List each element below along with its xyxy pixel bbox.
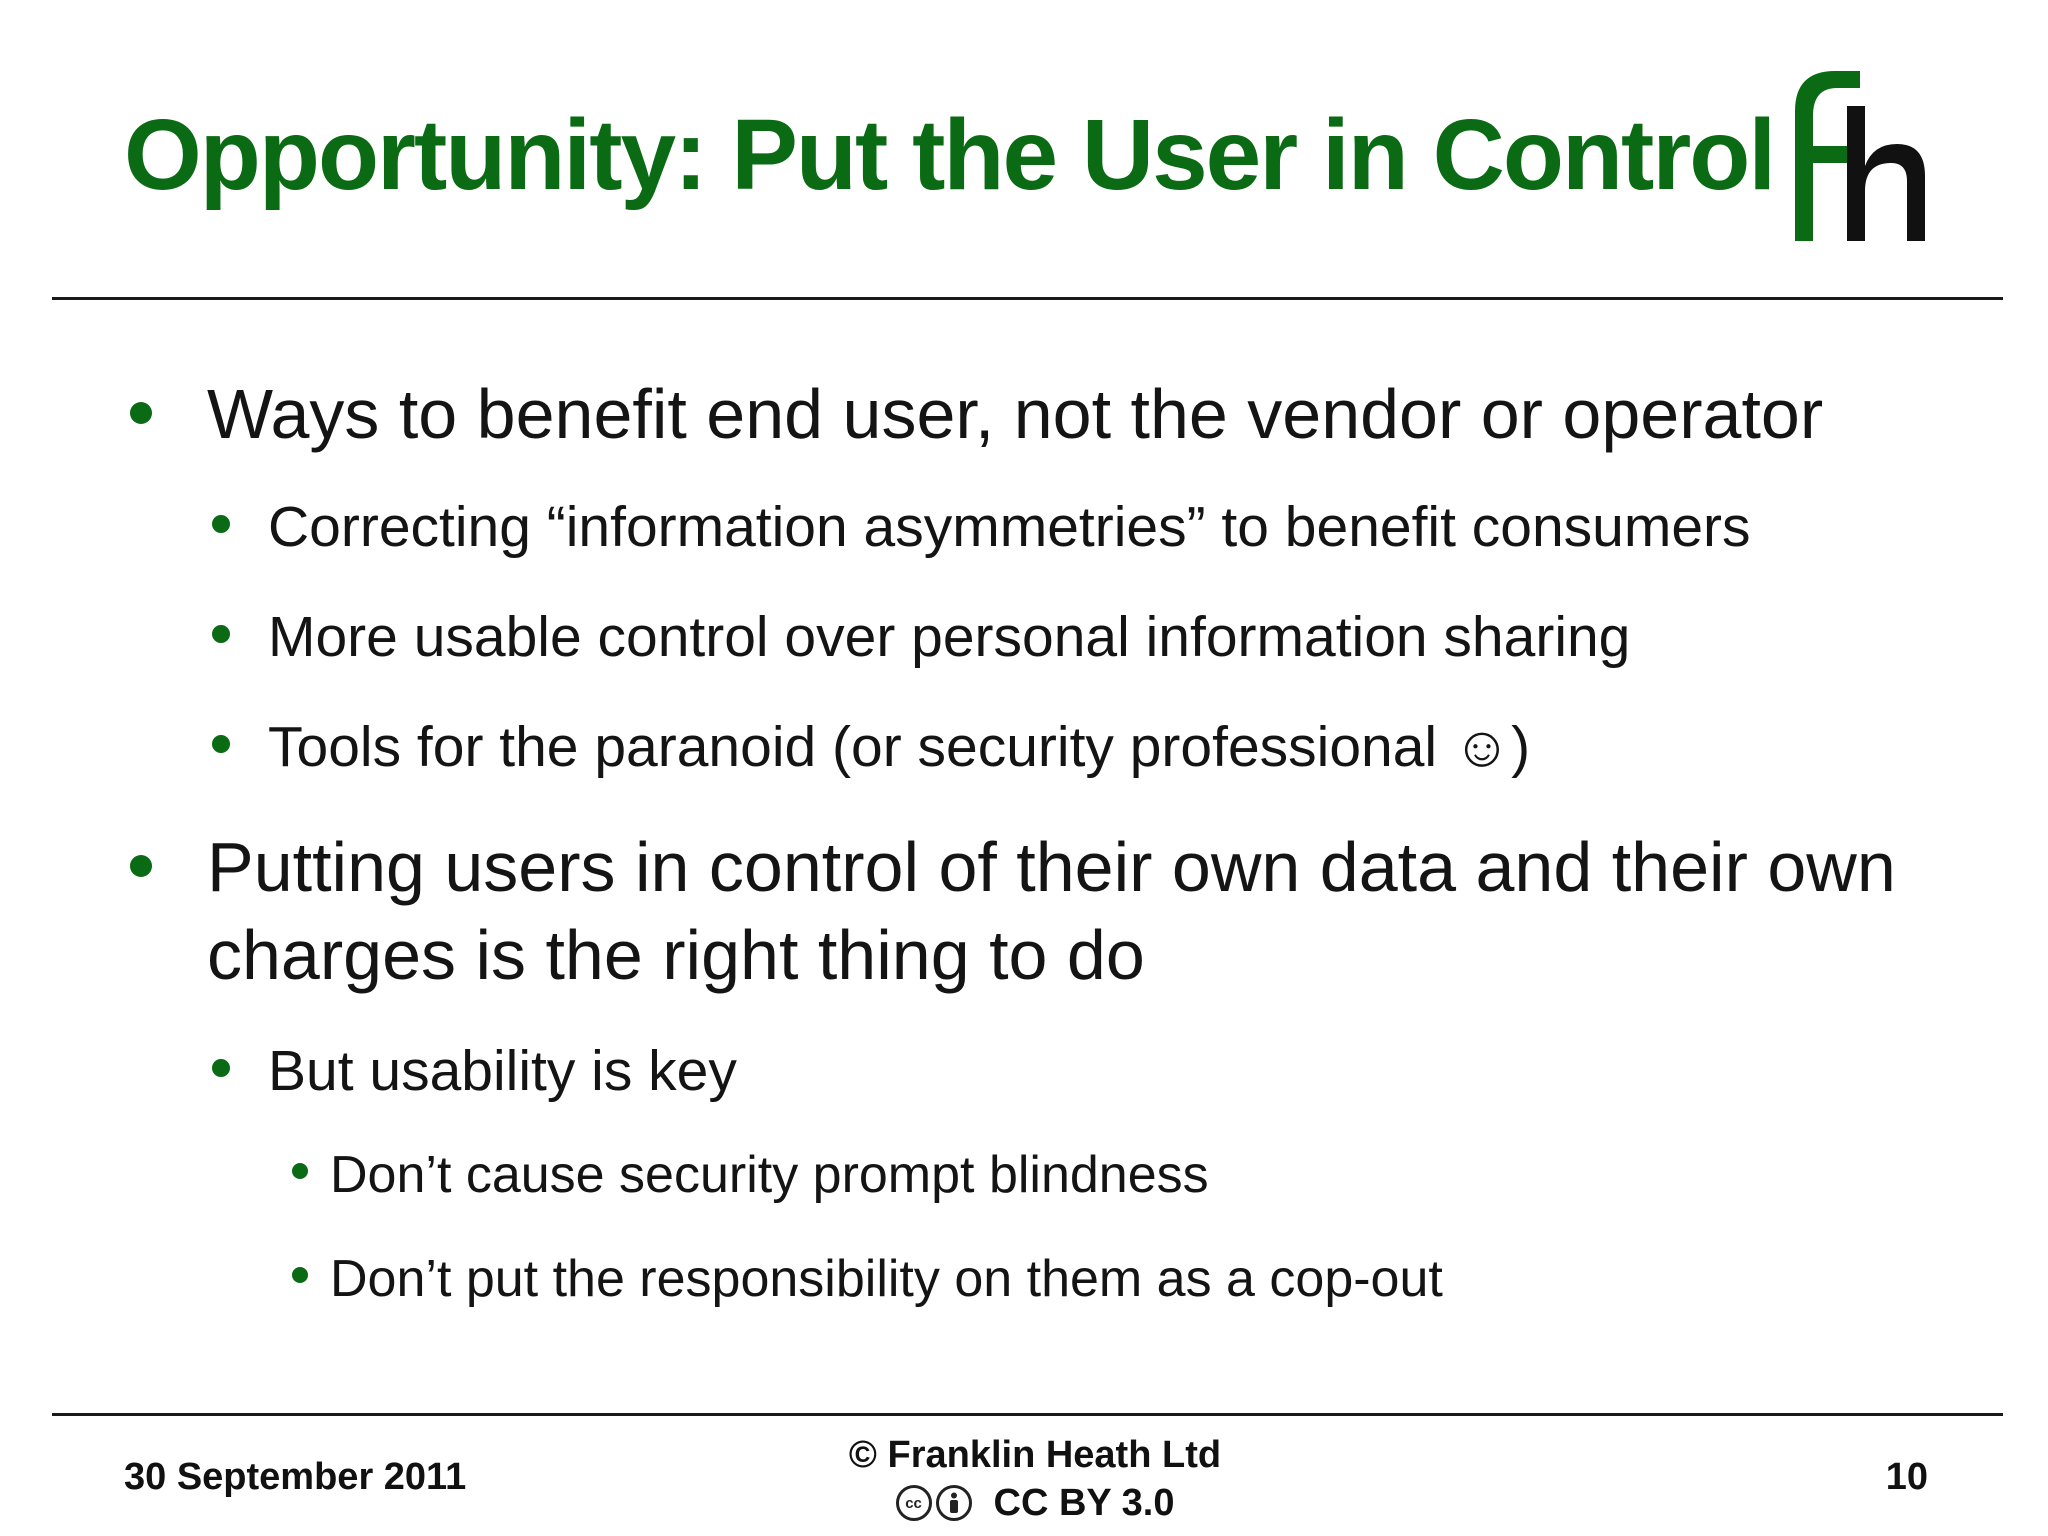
slide-title: Opportunity: Put the User in Control	[124, 99, 1775, 211]
bullet-dot-icon	[212, 625, 230, 643]
footer-divider	[52, 1413, 2003, 1416]
footer-date: 30 September 2011	[124, 1456, 467, 1498]
page-number: 10	[1885, 1456, 1928, 1498]
bullet-dot-icon	[130, 855, 152, 877]
bullet-text: Correcting “information asymmetries” to benefit consumers	[268, 495, 1751, 559]
bullet-text: Tools for the paranoid (or security professional ☺)	[268, 715, 1531, 779]
bullet-text: More usable control over personal information sharing	[268, 605, 1631, 669]
license-icons	[896, 1485, 972, 1521]
bullet-dot-icon	[292, 1267, 308, 1283]
bullet-text: Don’t cause security prompt blindness	[330, 1146, 1209, 1204]
bullet-dot-icon	[130, 402, 152, 424]
bullet-dot-icon	[212, 1059, 230, 1077]
bullet-dot-icon	[212, 735, 230, 753]
bullet-dot-icon	[212, 515, 230, 533]
cc-icon: cc	[896, 1485, 932, 1521]
bullet-text: Putting users in control of their own data and their own	[207, 828, 1896, 906]
bullet-text: charges is the right thing to do	[207, 916, 1145, 994]
bullet-text: Ways to benefit end user, not the vendor or operator	[207, 375, 1824, 453]
footer-license: CC BY 3.0	[993, 1481, 1175, 1524]
attribution-icon	[936, 1485, 972, 1521]
bullet-text: Don’t put the responsibility on them as a cop-out	[330, 1250, 1443, 1308]
footer-copyright: © Franklin Heath Ltd	[848, 1434, 1222, 1476]
footer-license-line	[845, 1480, 1225, 1528]
bullet-dot-icon	[292, 1163, 308, 1179]
bullet-text: But usability is key	[268, 1039, 737, 1103]
footer-copyright-block	[845, 1432, 1225, 1527]
